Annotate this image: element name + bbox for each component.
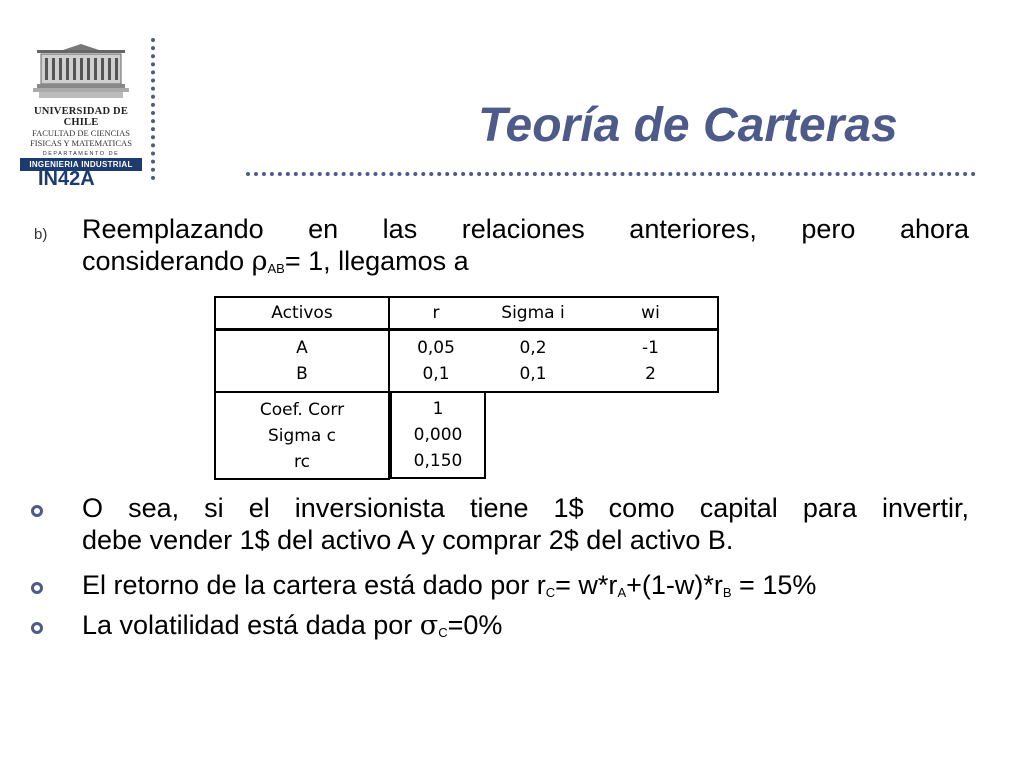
stats-labels-cell xyxy=(215,392,389,479)
logo-faculty: FACULTAD DE CIENCIAS xyxy=(31,128,131,138)
logo-university: UNIVERSIDAD DE CHILE xyxy=(33,106,129,128)
table-row xyxy=(390,361,717,387)
table-row xyxy=(390,335,717,361)
stat-value-sigma: 0,000 xyxy=(413,425,463,445)
header-wi: wi xyxy=(641,303,660,323)
sub-c: C xyxy=(545,585,556,600)
stat-value-corr: 1 xyxy=(432,399,444,419)
header-group xyxy=(389,297,718,330)
asset-b: B xyxy=(296,364,308,384)
rho-symbol: ρ xyxy=(251,246,268,277)
section-b-line2-pre: considerando xyxy=(82,246,252,276)
university-logo xyxy=(20,44,142,171)
section-b-line2 xyxy=(82,245,969,285)
table-row-assets xyxy=(215,330,718,393)
vertical-divider xyxy=(151,38,155,180)
table-row-stats xyxy=(215,392,718,479)
bullet-3-pre: La volatilidad está dada por xyxy=(82,610,420,640)
header-sigma: Sigma i xyxy=(501,303,565,323)
bullet-3-text xyxy=(82,609,982,649)
sub-c-sigma: C xyxy=(438,625,448,640)
bullet-1-line1: O sea, si el inversionista tiene 1$ como capital para invertir, xyxy=(82,493,969,523)
sub-b: B xyxy=(722,585,732,600)
sigma-a: 0,2 xyxy=(519,338,547,358)
portfolio-table xyxy=(214,296,719,480)
course-code: IN42A xyxy=(38,168,95,190)
section-b-line2-post: = 1, llegamos a xyxy=(284,246,469,276)
bullet-2-text xyxy=(82,569,982,609)
sub-a: A xyxy=(617,585,627,600)
values-cell xyxy=(389,330,718,393)
university-building-icon xyxy=(33,44,129,100)
sigma-b: 0,1 xyxy=(519,364,547,384)
title-underline xyxy=(246,172,976,176)
bullet-3-post: =0% xyxy=(447,610,503,640)
stats-values-cell xyxy=(390,393,486,479)
bullet-icon xyxy=(31,622,43,634)
bullet-icon xyxy=(31,505,43,517)
r-a: 0,05 xyxy=(417,338,455,358)
slide-title: Teoría de Carteras xyxy=(478,99,898,152)
stat-label-corr: Coef. Corr xyxy=(259,399,345,420)
stat-label-rc: rc xyxy=(294,451,310,472)
bullet-2-mid1: = w*r xyxy=(555,570,618,600)
w-b: 2 xyxy=(645,364,656,384)
stat-value-rc: 0,150 xyxy=(413,451,463,471)
section-b-line1: Reemplazando en las relaciones anteriores, pero ahora xyxy=(82,214,969,244)
list-marker-b: b) xyxy=(34,226,48,243)
stats-values-wrap xyxy=(389,392,718,479)
sigma-symbol: σ xyxy=(419,610,439,641)
bullet-2-pre: El retorno de la cartera está dado por r xyxy=(82,570,546,600)
table-header-row xyxy=(215,297,718,330)
bullet-2-post: = 15% xyxy=(731,570,817,600)
assets-cell xyxy=(215,330,389,393)
logo-department: DEPARTAMENTO DE xyxy=(42,151,120,157)
asset-a: A xyxy=(296,338,308,358)
header-r: r xyxy=(432,303,440,323)
bullet-1-text xyxy=(82,492,969,556)
bullet-2-mid2: +(1-w)*r xyxy=(626,570,723,600)
bullet-icon xyxy=(31,582,43,594)
r-b: 0,1 xyxy=(422,364,450,384)
logo-department-name: INGENIERIA INDUSTRIAL xyxy=(20,158,142,171)
stat-label-sigma: Sigma c xyxy=(267,425,337,446)
bullet-1-line2: debe vender 1$ del activo A y comprar 2$ del activo B. xyxy=(82,525,734,555)
rho-subscript: AB xyxy=(267,261,285,276)
header-activos: Activos xyxy=(215,297,389,330)
section-b-text xyxy=(82,213,969,285)
logo-faculty-2: FISICAS Y MATEMATICAS xyxy=(30,138,132,148)
w-a: -1 xyxy=(642,338,659,358)
